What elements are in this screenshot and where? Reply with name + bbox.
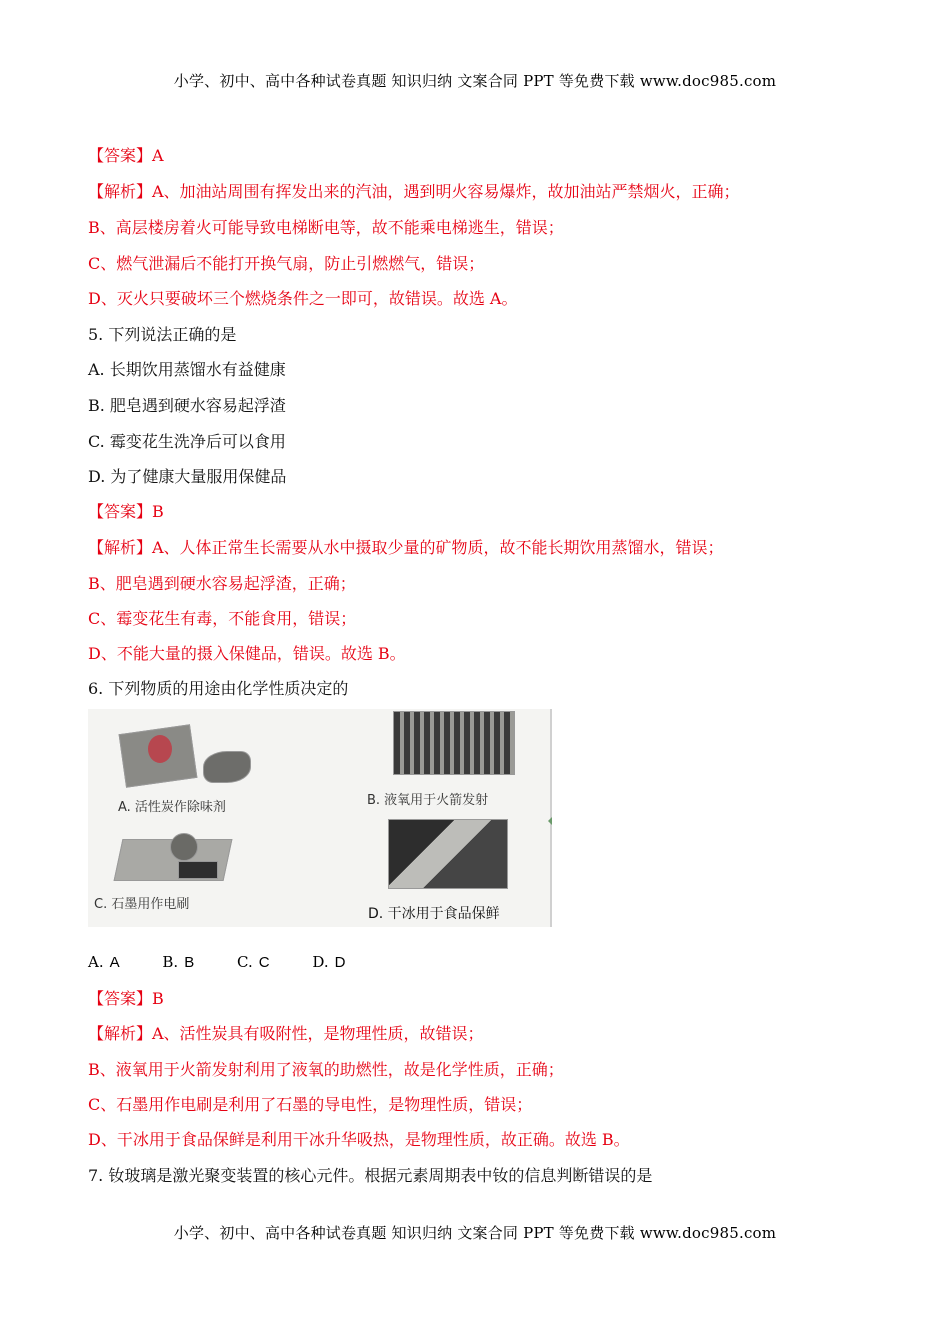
q5-analysis-b: B、肥皂遇到硬水容易起浮渣，正确； bbox=[88, 574, 356, 593]
q4-answer: 【答案】A bbox=[88, 146, 164, 165]
choice-value-c: C bbox=[258, 954, 270, 971]
q7-stem: 7. 钕玻璃是激光聚变装置的核心元件。根据元素周期表中钕的信息判断错误的是 bbox=[88, 1166, 653, 1185]
figure-panel-d bbox=[370, 819, 550, 927]
activated-carbon-packet bbox=[148, 735, 172, 763]
figure-edge-marker bbox=[548, 817, 552, 825]
figure-caption-d: D. 干冰用于食品保鲜 bbox=[368, 906, 500, 922]
q5-option-a: A. 长期饮用蒸馏水有益健康 bbox=[88, 360, 286, 379]
q5-option-c: C. 霉变花生洗净后可以食用 bbox=[88, 432, 286, 451]
choice-letter-c: C. bbox=[237, 953, 253, 971]
figure-panel-a bbox=[108, 721, 308, 821]
choice-value-b: B bbox=[184, 954, 195, 971]
q5-stem: 5. 下列说法正确的是 bbox=[88, 325, 237, 344]
choice-letter-a: A. bbox=[88, 953, 104, 971]
motor-part bbox=[170, 833, 198, 861]
figure-panel-b bbox=[363, 709, 543, 814]
q6-analysis-d: D、干冰用于食品保鲜是利用干冰升华吸热，是物理性质，故正确。故选 B。 bbox=[88, 1130, 630, 1149]
q5-answer: 【答案】B bbox=[88, 502, 164, 521]
choice-value-a: A bbox=[109, 954, 120, 971]
q6-analysis-b: B、液氧用于火箭发射利用了液氧的助燃性，故是化学性质，正确； bbox=[88, 1060, 564, 1079]
q4-analysis-c: C、燃气泄漏后不能打开换气扇，防止引燃燃气，错误； bbox=[88, 254, 485, 273]
q6-figure bbox=[88, 709, 552, 927]
figure-caption-a: A. 活性炭作除味剂 bbox=[118, 800, 226, 815]
page-header: 小学、初中、高中各种试卷真题 知识归纳 文案合同 PPT 等免费下载 www.doc985.com bbox=[173, 72, 777, 90]
brush-block bbox=[178, 861, 218, 879]
q4-analysis-b: B、高层楼房着火可能导致电梯断电等，故不能乘电梯逃生，错误； bbox=[88, 218, 564, 237]
q5-analysis-d: D、不能大量的摄入保健品，错误。故选 B。 bbox=[88, 644, 406, 663]
figure-panel-c bbox=[94, 827, 308, 927]
q6-analysis-c: C、石墨用作电刷是利用了石墨的导电性，是物理性质，错误； bbox=[88, 1095, 533, 1114]
q6-answer: 【答案】B bbox=[88, 989, 164, 1008]
page-footer: 小学、初中、高中各种试卷真题 知识归纳 文案合同 PPT 等免费下载 www.doc985.com bbox=[173, 1224, 777, 1242]
figure-caption-c: C. 石墨用作电刷 bbox=[94, 897, 190, 912]
dry-ice-photo bbox=[388, 819, 508, 889]
q5-option-d: D. 为了健康大量服用保健品 bbox=[88, 467, 287, 486]
q5-analysis-c: C、霉变花生有毒，不能食用，错误； bbox=[88, 609, 357, 628]
choice-letter-b: B. bbox=[162, 953, 179, 971]
figure-caption-b: B. 液氧用于火箭发射 bbox=[367, 793, 489, 808]
choice-letter-d: D. bbox=[312, 953, 329, 971]
rocket-launch-photo bbox=[393, 711, 515, 775]
q6-stem: 6. 下列物质的用途由化学性质决定的 bbox=[88, 679, 349, 698]
q4-analysis-d: D、灭火只要破坏三个燃烧条件之一即可，故错误。故选 A。 bbox=[88, 289, 518, 308]
leaf-shape bbox=[203, 751, 251, 783]
q6-analysis-a: 【解析】A、活性炭具有吸附性，是物理性质，故错误； bbox=[88, 1024, 484, 1043]
choice-value-d: D bbox=[334, 954, 346, 971]
q5-option-b: B. 肥皂遇到硬水容易起浮渣 bbox=[88, 396, 286, 415]
q5-analysis-a: 【解析】A、人体正常生长需要从水中摄取少量的矿物质，故不能长期饮用蒸馏水，错误； bbox=[88, 538, 724, 557]
q6-choices bbox=[88, 953, 383, 971]
q4-analysis-a: 【解析】A、加油站周围有挥发出来的汽油，遇到明火容易爆炸，故加油站严禁烟火，正确； bbox=[88, 182, 740, 201]
